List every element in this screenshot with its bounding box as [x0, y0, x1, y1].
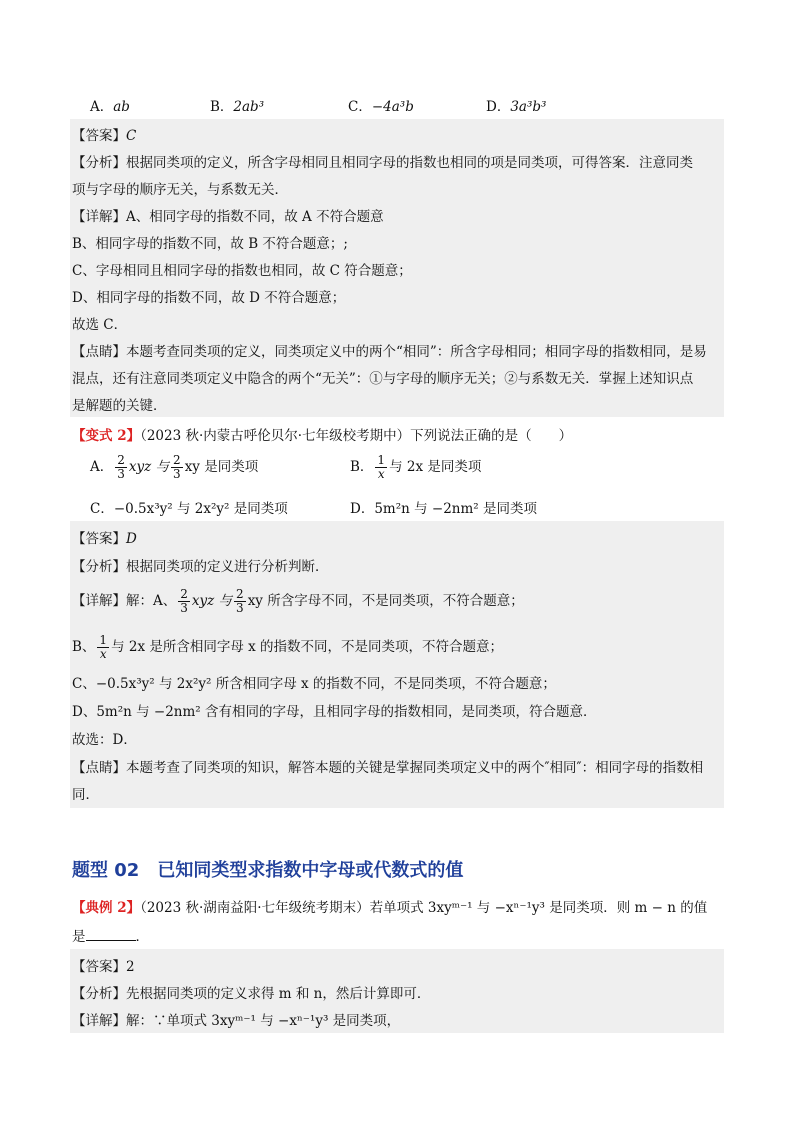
comment-line-3: 是解题的关键． [72, 398, 167, 414]
variant2-option-a: A． $\frac{2}{3}$ xyz 与 $\frac{2}{3}$ xy 是同类项 [90, 453, 259, 481]
section-heading: 题型 02 已知同类型求指数中字母或代数式的值 [72, 860, 464, 881]
variant2-detail-a: 【详解】解：A、 $\frac{2}{3}$ xyz 与 $\frac{2}{3}$ xy 所含字母不同，不是同类项，不符合题意； [72, 587, 524, 615]
fraction-one-over-x: $\frac{1}{x}$ [99, 633, 108, 661]
comment-line: 【点睛】本题考查同类项的定义，同类项定义中的两个“相同”：所含字母相同；相同字母的指数相同，是易 [72, 344, 707, 360]
variant2-detail-b: B、 $\frac{1}{x}$ 与 2x 是所含相同字母 x 的指数不同，不是同类项，不符合题意； [72, 633, 504, 661]
example2-analysis: 【分析】先根据同类项的定义求得 m 和 n，然后计算即可． [72, 986, 431, 1002]
variant2-comment-2: 同． [72, 787, 99, 803]
variant2-option-d: D．5m²n 与 −2nm² 是同类项 [350, 501, 538, 517]
variant2-detail-d: D、5m²n 与 −2nm² 含有相同的字母，且相同字母的指数相同，是同类项，符合题意． [72, 704, 597, 720]
comment-line-2: 混点，还有注意同类项定义中隐含的两个“无关”：①与字母的顺序无关；②与系数无关．掌握上述知识点 [72, 371, 694, 387]
detail-line: 【详解】A、相同字母的指数不同，故 A 不符合题意 [72, 209, 384, 225]
answer-blank [86, 928, 136, 941]
analysis-line: 【分析】根据同类项的定义，所含字母相同且相同字母的指数也相同的项是同类项，可得答案．注意同类 [72, 155, 693, 171]
fraction-two-thirds: $\frac{2}{3}$ [236, 587, 244, 615]
detail-line-b: B、相同字母的指数不同，故 B 不符合题意；; [72, 236, 348, 252]
fraction-two-thirds: $\frac{2}{3}$ [180, 587, 188, 615]
fraction-two-thirds: $\frac{2}{3}$ [117, 453, 125, 481]
analysis-line-2: 项与字母的顺序无关，与系数无关． [72, 182, 288, 198]
variant2-option-c: C．−0.5x³y² 与 2x²y² 是同类项 [90, 501, 288, 517]
variant2-option-b: B． $\frac{1}{x}$ 与 2x 是同类项 [350, 453, 482, 481]
variant2-comment: 【点睛】本题考查了同类项的知识，解答本题的关键是掌握同类项定义中的两个″相同″：相同字母的指数相 [72, 760, 704, 776]
variant2-conclusion: 故选：D． [72, 732, 137, 748]
answer-line: 【答案】C [72, 128, 137, 144]
example2-stem: 【典例 2】（2023 秋·湖南益阳·七年级统考期末）若单项式 3xyᵐ⁻¹ 与 −xⁿ⁻¹y³ 是同类项．则 m − n 的值 [72, 900, 708, 916]
example2-answer: 【答案】2 [72, 959, 135, 975]
fraction-two-thirds: $\frac{2}{3}$ [173, 453, 181, 481]
prev-options-row [90, 95, 690, 115]
option-c: C．−4a³b [348, 99, 414, 115]
variant2-detail-c: C、−0.5x³y² 与 2x²y² 所含相同字母 x 的指数不同，不是同类项，不符合题意； [72, 676, 556, 692]
example2-detail: 【详解】解：∵单项式 3xyᵐ⁻¹ 与 −xⁿ⁻¹y³ 是同类项， [72, 1013, 401, 1029]
option-b: B．2ab³ [210, 99, 265, 115]
example2-stem-2: 是 ． [72, 929, 149, 945]
option-a: A．ab [90, 99, 130, 115]
detail-line-d: D、相同字母的指数不同，故 D 不符合题意； [72, 290, 346, 306]
variant2-answer: 【答案】D [72, 531, 137, 547]
variant2-analysis: 【分析】根据同类项的定义进行分析判断． [72, 559, 329, 575]
option-d: D．3a³b³ [486, 99, 547, 115]
variant2-stem: 【变式 2】（2023 秋·内蒙古呼伦贝尔·七年级校考期中）下列说法正确的是（ ） [72, 428, 573, 444]
detail-conclusion: 故选 C． [72, 317, 128, 333]
detail-line-c: C、字母相同且相同字母的指数也相同，故 C 符合题意； [72, 263, 412, 279]
fraction-one-over-x: $\frac{1}{x}$ [377, 453, 386, 481]
